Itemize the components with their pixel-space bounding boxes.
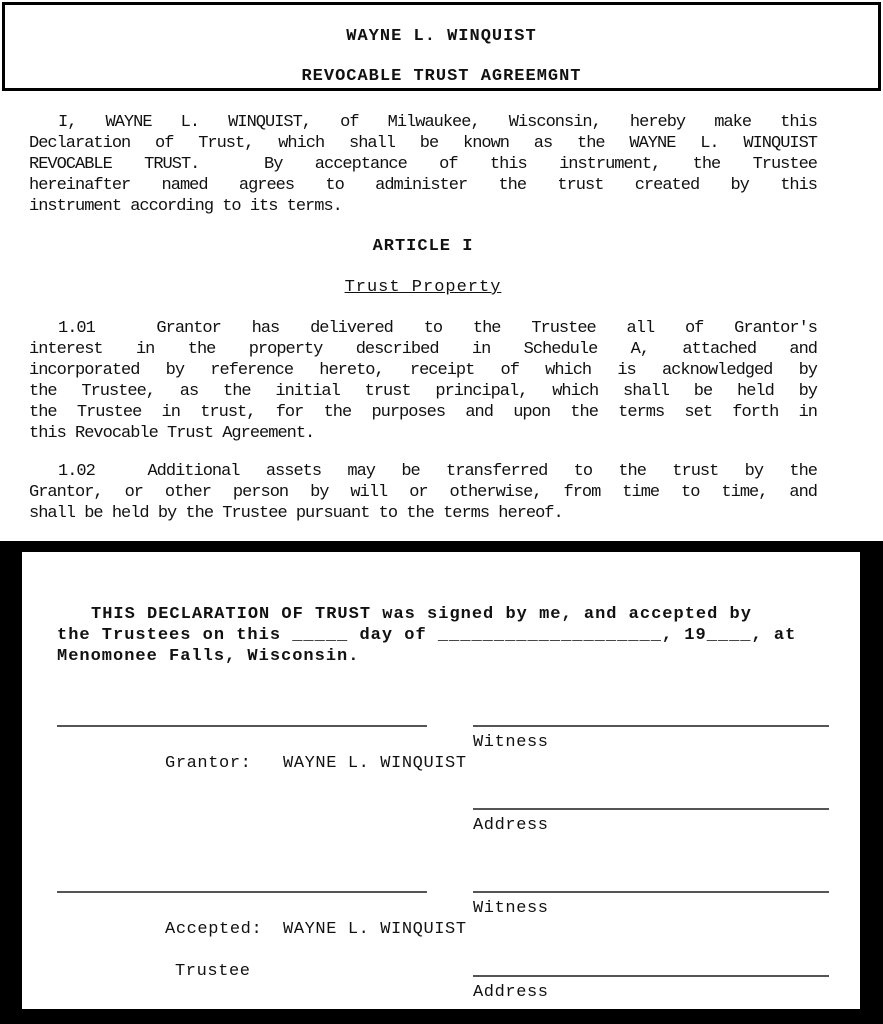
accepted-signature-label	[57, 898, 467, 961]
witness-2-label: Witness	[473, 899, 549, 918]
witness-1-signature-line	[473, 725, 829, 727]
paragraph-line: interest in the property described in Schedule A, attached and	[29, 340, 817, 359]
grantor-name: WAYNE L. WINQUIST	[283, 754, 467, 773]
trustee-title-label: Trustee	[175, 962, 251, 981]
paragraph-line: this Revocable Trust Agreement.	[29, 424, 315, 443]
accepted-name: WAYNE L. WINQUIST	[283, 920, 467, 939]
opening-paragraph	[29, 112, 817, 217]
paragraph-1-01	[29, 318, 817, 444]
paragraph-1-02	[29, 461, 817, 524]
grantor-signature-line	[57, 725, 427, 727]
address-1-line	[473, 808, 829, 810]
address-1-block	[473, 808, 829, 836]
document-title-box	[2, 2, 881, 91]
paragraph-line: hereinafter named agrees to administer the trust created by this	[29, 176, 817, 195]
address-2-line	[473, 975, 829, 977]
document-title-name: WAYNE L. WINQUIST	[346, 27, 537, 46]
declaration-line: Menomonee Falls, Wisconsin.	[57, 647, 360, 666]
paragraph-line: incorporated by reference hereto, receipt of which is acknowledged by	[29, 361, 817, 380]
trust-agreement-document	[0, 2, 883, 1024]
paragraph-line: REVOCABLE TRUST. By acceptance of this instrument, the Trustee	[29, 155, 817, 174]
signing-section-frame	[0, 541, 883, 1024]
declaration-line: the Trustees on this _____ day of ____________________, 19____, at	[57, 626, 797, 645]
grantor-signature-label	[57, 732, 467, 795]
document-title-type: REVOCABLE TRUST AGREEMGNT	[301, 67, 582, 86]
paragraph-line: I, WAYNE L. WINQUIST, of Milwaukee, Wisconsin, hereby make this	[58, 113, 817, 132]
witness-1-block	[473, 725, 829, 753]
grantor-label: Grantor:	[165, 754, 252, 773]
paragraph-line: shall be held by the Trustee pursuant to the terms hereof.	[29, 504, 563, 523]
section-heading-trust-property: Trust Property	[344, 278, 502, 297]
witness-2-block	[473, 891, 829, 919]
witness-1-label: Witness	[473, 733, 549, 752]
accepted-label: Accepted:	[165, 920, 263, 939]
article-heading: ARTICLE I	[372, 237, 474, 256]
paragraph-line: the Trustee, as the initial trust principal, which shall be held by	[29, 382, 817, 401]
signature-panel	[22, 552, 860, 1009]
address-1-label: Address	[473, 816, 549, 835]
paragraph-line: instrument according to its terms.	[29, 197, 342, 216]
accepted-signature-line	[57, 891, 427, 893]
paragraph-line: 1.02 Additional assets may be transferred to the trust by the	[58, 462, 817, 481]
document-body	[0, 112, 883, 524]
witness-2-signature-line	[473, 891, 829, 893]
signing-declaration	[57, 604, 817, 667]
declaration-line: THIS DECLARATION OF TRUST was signed by me, and accepted by	[91, 605, 752, 624]
accepted-signature-block	[57, 891, 467, 982]
paragraph-line: Declaration of Trust, which shall be known as the WAYNE L. WINQUIST	[29, 134, 817, 153]
address-2-label: Address	[473, 983, 549, 1002]
paragraph-line: Grantor, or other person by will or otherwise, from time to time, and	[29, 483, 817, 502]
address-2-block	[473, 975, 829, 1003]
paragraph-line: the Trustee in trust, for the purposes and upon the terms set forth in	[29, 403, 817, 422]
grantor-signature-block	[57, 725, 467, 795]
paragraph-line: 1.01 Grantor has delivered to the Trustee all of Grantor's	[58, 319, 817, 338]
